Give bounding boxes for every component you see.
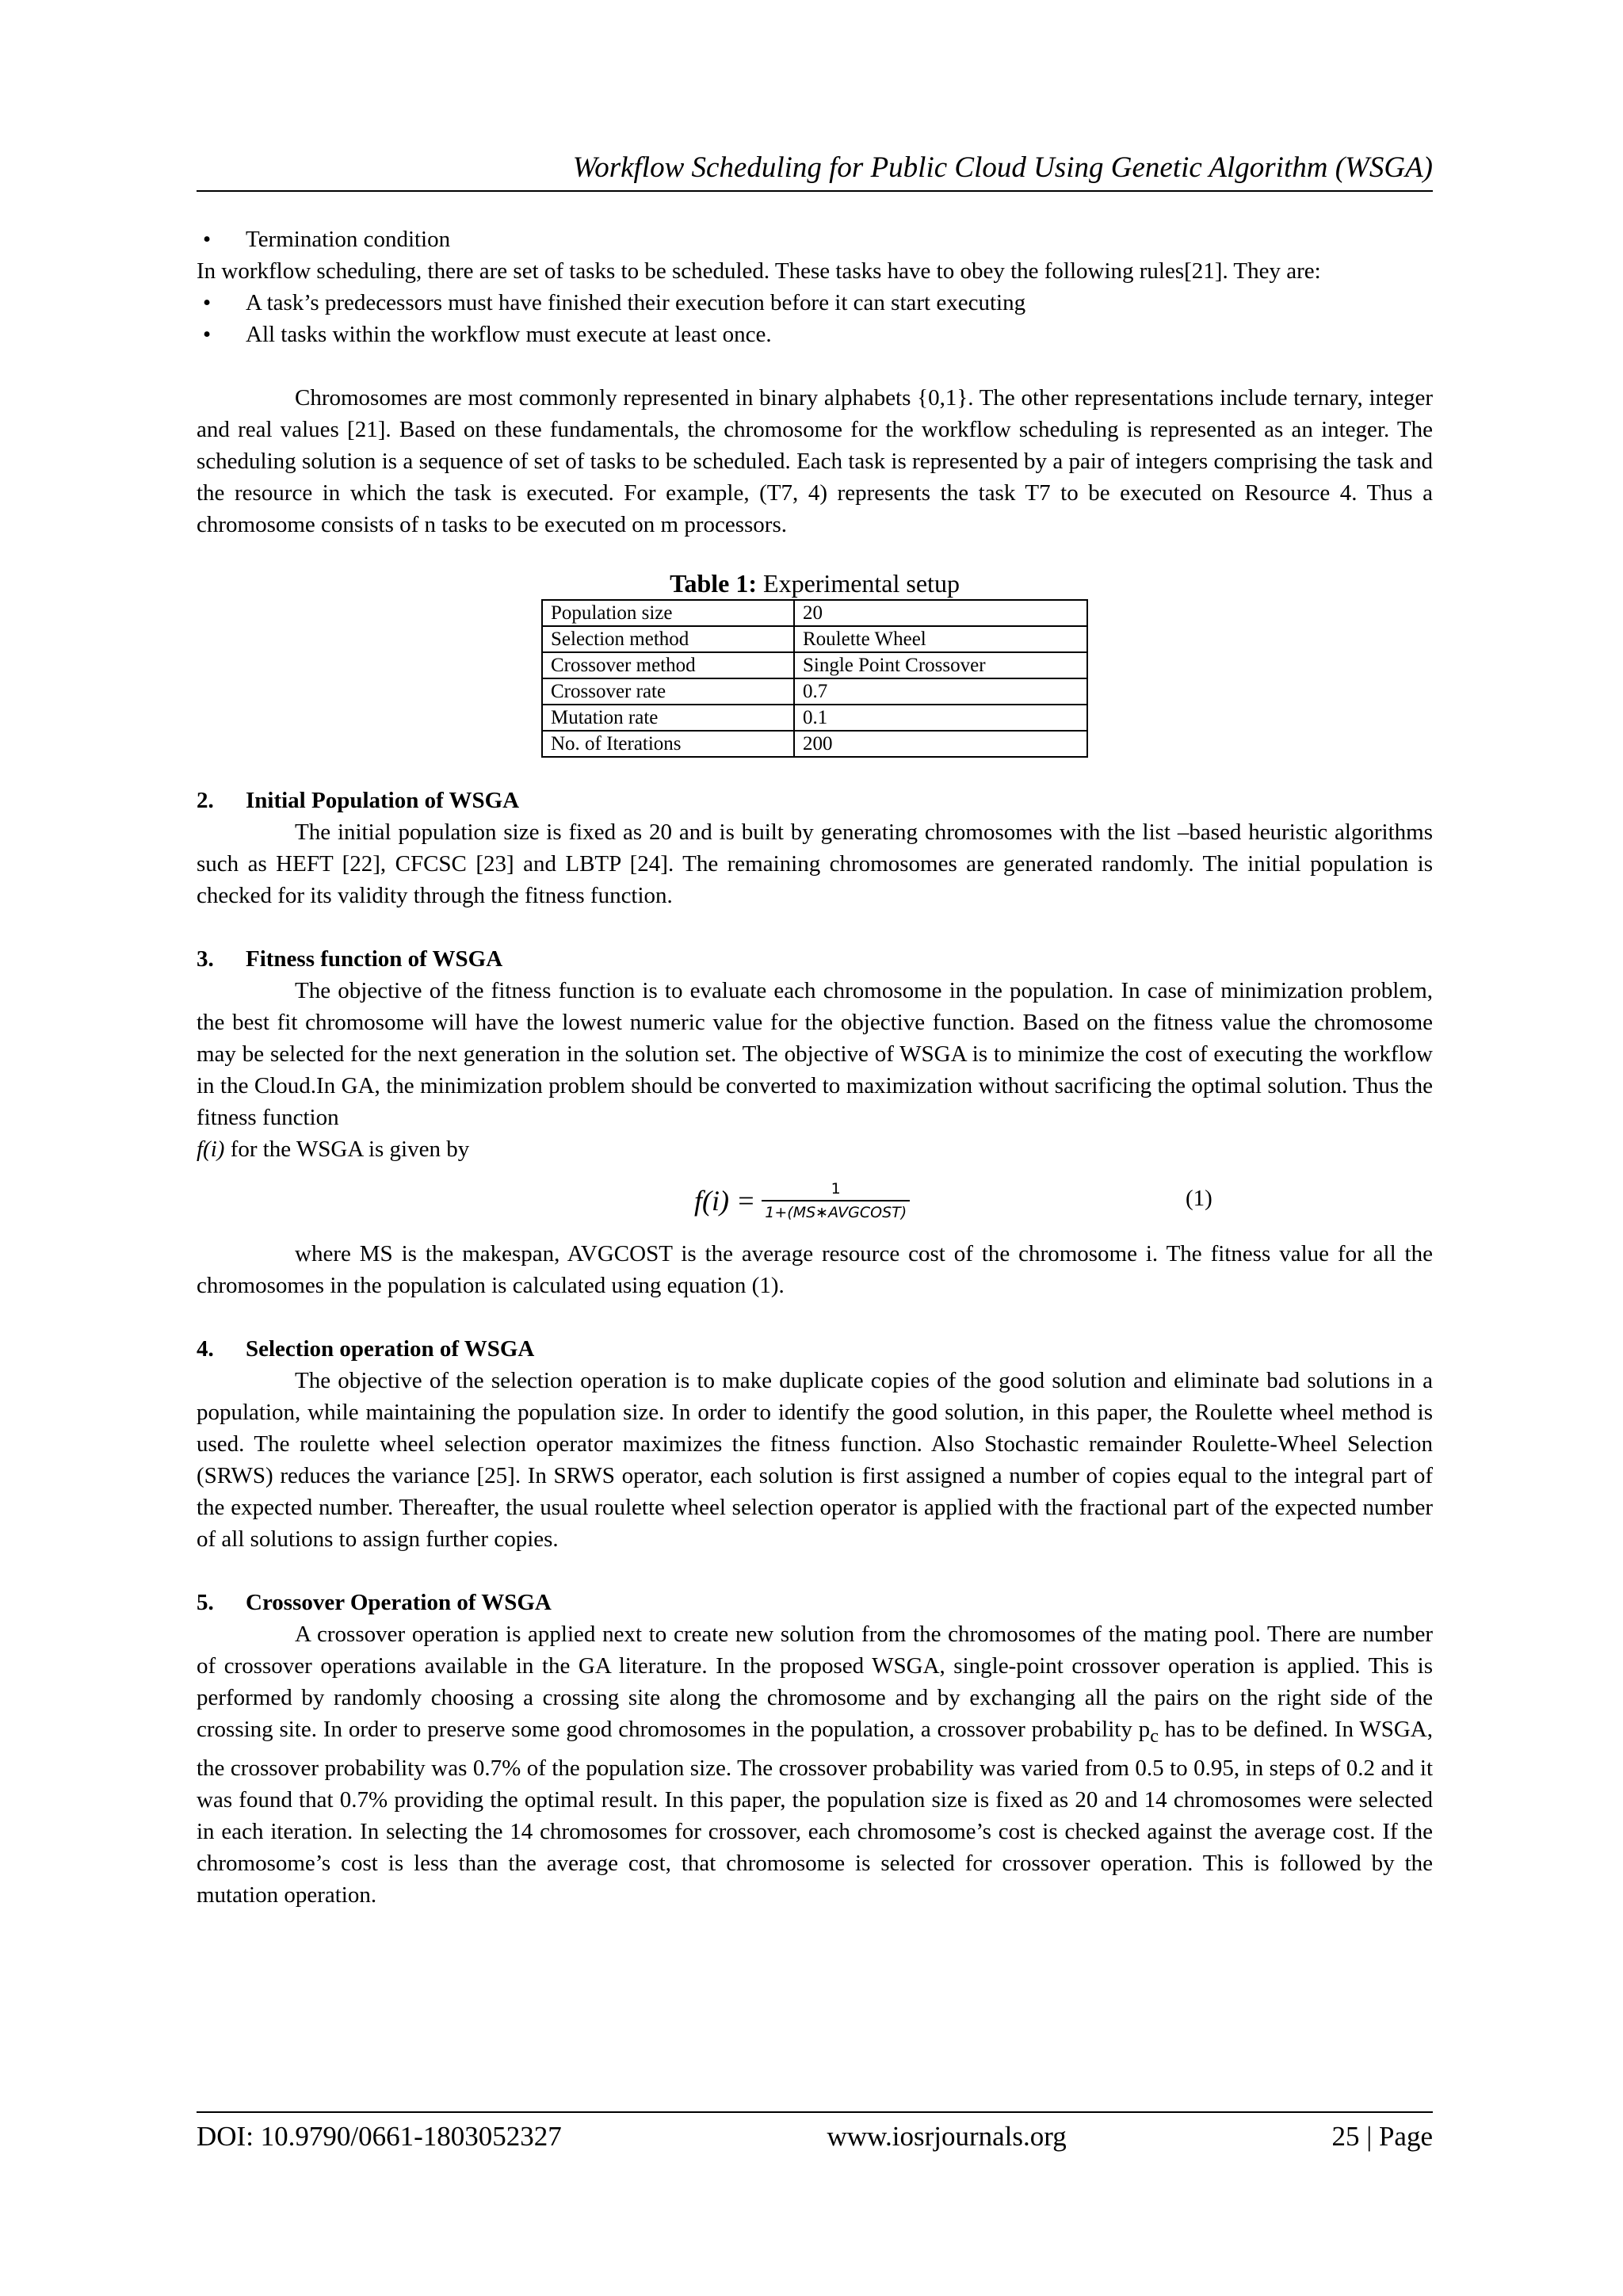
page-footer [197,2111,1433,2154]
section-number: 2. [197,788,214,813]
table-cell: 0.7 [794,678,1087,705]
equation-numerator: 1 [762,1179,910,1201]
rules-list [197,287,1433,350]
subscript-c: c [1150,1725,1159,1747]
paragraph-fitness-explanation: where MS is the makespan, AVGCOST is the average resource cost of the chromosome i. The fitness value for all the chromosomes in the population is calculated using equation (1). [197,1241,1433,1298]
section-title: Initial Population of WSGA [246,788,520,813]
equation-1 [197,1165,1433,1238]
section-heading-crossover [197,1587,1433,1618]
table-cell: Population size [542,600,794,626]
table-caption-label: Table 1: [670,569,758,598]
table-cell: Single Point Crossover [794,652,1087,678]
section-number: 5. [197,1590,214,1615]
fitness-text: The objective of the fitness function is to evaluate each chromosome in the population. In case of minimization problem, the best fit chromosome will have the lowest numeric value for the objective function. Based on the fitness value the chromosome may be selected for the next generation in the solution set. The objective of WSGA is to minimize the cost of executing the workflow in the Cloud.In GA, the minimization problem should be converted to maximization without sacrificing the optimal solution. Thus the fitness function [197,978,1433,1130]
paragraph-crossover [197,1618,1433,1911]
table-cell: Mutation rate [542,705,794,731]
paragraph-rules-intro: In workflow scheduling, there are set of tasks to be scheduled. These tasks have to obey the following rules[21]. They are: [197,258,1321,284]
section-title: Fitness function of WSGA [246,946,503,972]
table-cell: Selection method [542,626,794,652]
section-heading-initial-population [197,785,1433,816]
list-item: • Termination condition [197,223,1433,255]
journal-website: www.iosrjournals.org [827,2121,1067,2152]
article-body [197,223,1433,1911]
table-caption-text: Experimental setup [757,569,960,598]
equation-fraction [765,1179,907,1222]
doi: DOI: 10.9790/0661-1803052327 [197,2121,562,2152]
running-header: Workflow Scheduling for Public Cloud Using Genetic Algorithm (WSGA) [197,151,1433,192]
crossover-text-a: A crossover operation is applied next to create new solution from the chromosomes of the mating pool. There are number of crossover operations available in the GA literature. In the proposed WSGA, single-point crossover operation is applied. This is performed by randomly choosing a crossing site along the chromosome and by exchanging all the pairs on the right side of the crossing site. In order to preserve some good chromosomes in the population, a crossover probability p [197,1622,1433,1742]
equation-number: (1) [1186,1186,1212,1211]
table-cell: 0.1 [794,705,1087,731]
section-heading-selection [197,1333,1433,1365]
table-row [542,731,1087,757]
section-title: Selection operation of WSGA [246,1336,535,1362]
table-row [542,678,1087,705]
setup-table [541,599,1088,758]
section-heading-fitness-function [197,943,1433,975]
termination-bullet [197,223,1433,255]
fitness-text-end: for the WSGA is given by [224,1137,470,1162]
table-cell: Crossover method [542,652,794,678]
table-row [542,600,1087,626]
table-row [542,705,1087,731]
paragraph-chromosomes: Chromosomes are most commonly represented in binary alphabets {0,1}. The other representations include ternary, integer and real values [21]. Based on these fundamentals, the chromosome for the workflow scheduling is represented as an integer. The scheduling solution is a sequence of set of tasks to be scheduled. Each task is represented by a pair of integers comprising the task and the resource in which the task is executed. For example, (T7, 4) represents the task T7 to be executed on Resource 4. Thus a chromosome consists of n tasks to be executed on m processors. [197,385,1433,537]
fitness-symbol: f(i) [197,1137,225,1162]
paragraph-initial-population: The initial population size is fixed as 20 and is built by generating chromosomes with the list –based heuristic algorithms such as HEFT [22], CFCSC [23] and LBTP [24]. The remaining chromosomes are generated randomly. The initial population is checked for its validity through the fitness function. [197,819,1433,908]
equation-lhs: f(i) = [694,1185,756,1217]
list-item: • A task’s predecessors must have finished their execution before it can start executing [197,287,1433,319]
experimental-setup-table [541,567,1088,758]
table-cell: Crossover rate [542,678,794,705]
crossover-text-b: has to be defined. In WSGA, the crossover probability was 0.7% of the population size. The crossover probability was varied from 0.5 to 0.95, in steps of 0.2 and it was found that 0.7% providing the optimal result. In this paper, the population size is fixed as 20 and 14 chromosomes were selected in each iteration. In selecting the 14 chromosomes for crossover, each chromosome’s cost is checked against the average cost. If the chromosome’s cost is less than the average cost, that chromosome is selected for crossover operation. This is followed by the mutation operation. [197,1717,1434,1908]
table-cell: 200 [794,731,1087,757]
section-number: 4. [197,1336,214,1362]
table-caption [541,567,1088,599]
paragraph-fitness-function [197,975,1433,1165]
equation-denominator: 1+(MS∗AVGCOST) [765,1204,907,1221]
table-cell: No. of Iterations [542,731,794,757]
section-number: 3. [197,946,214,972]
table-row [542,626,1087,652]
list-item: • All tasks within the workflow must execute at least once. [197,319,1433,350]
table-cell: 20 [794,600,1087,626]
page-number: 25 | Page [1331,2121,1433,2152]
table-cell: Roulette Wheel [794,626,1087,652]
section-title: Crossover Operation of WSGA [246,1590,552,1615]
table-row [542,652,1087,678]
paragraph-selection: The objective of the selection operation is to make duplicate copies of the good solution and eliminate bad solutions in a population, while maintaining the population size. In order to identify the good solution, in this paper, the Roulette wheel method is used. The roulette wheel selection operator maximizes the fitness function. Also Stochastic remainder Roulette-Wheel Selection (SRWS) reduces the variance [25]. In SRWS operator, each solution is first assigned a number of copies equal to the integral part of the expected number. Thereafter, the usual roulette wheel selection operator is applied with the fractional part of the expected number of all solutions to assign further copies. [197,1368,1433,1552]
